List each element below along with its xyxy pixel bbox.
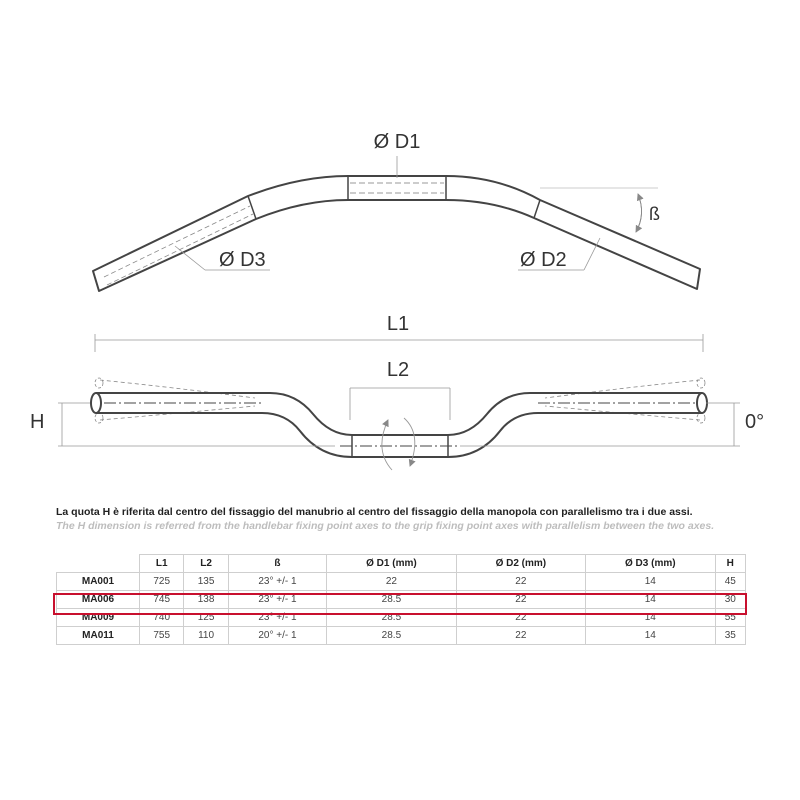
- table-row: [57, 609, 746, 627]
- zero-degree-label: 0°: [745, 411, 765, 433]
- table-row: [57, 573, 746, 591]
- table-cell: 22: [456, 627, 585, 645]
- table-header-corner: [57, 555, 140, 573]
- table-cell: 725: [140, 573, 184, 591]
- table-cell: 23° +/- 1: [228, 591, 326, 609]
- table-cell: 14: [586, 627, 715, 645]
- d1-label: Ø D1: [373, 131, 421, 153]
- table-cell: 45: [715, 573, 746, 591]
- table-cell: 14: [586, 609, 715, 627]
- table-cell: 740: [140, 609, 184, 627]
- d3-label: Ø D3: [219, 249, 266, 271]
- note-italian: La quota H è riferita dal centro del fissaggio del manubrio al centro del fissaggio della manopola con parallelismo tra i due assi.: [56, 506, 693, 518]
- table-cell: 22: [456, 573, 585, 591]
- table-cell: 55: [715, 609, 746, 627]
- table-cell: 125: [184, 609, 228, 627]
- l1-label: L1: [386, 313, 410, 335]
- top-view: [93, 131, 700, 291]
- table-header-d2: Ø D2 (mm): [456, 555, 585, 573]
- table-cell: 755: [140, 627, 184, 645]
- table-cell: 14: [586, 591, 715, 609]
- table-row: [57, 627, 746, 645]
- table-header-row: [57, 555, 746, 573]
- table-cell: 22: [456, 591, 585, 609]
- table-cell: 20° +/- 1: [228, 627, 326, 645]
- table-row: [57, 591, 746, 609]
- table-cell: 23° +/- 1: [228, 573, 326, 591]
- table-cell: 35: [715, 627, 746, 645]
- table-cell: 110: [184, 627, 228, 645]
- table-cell: 28.5: [327, 627, 456, 645]
- table-cell: 28.5: [327, 591, 456, 609]
- beta-label: ß: [649, 204, 660, 224]
- table-header-d1: Ø D1 (mm): [327, 555, 456, 573]
- table-cell: 22: [327, 573, 456, 591]
- h-label: H: [30, 411, 45, 433]
- table-cell: 23° +/- 1: [228, 609, 326, 627]
- front-view: [30, 313, 764, 470]
- table-cell-code: MA011: [57, 627, 140, 645]
- table-header-l1: L1: [140, 555, 184, 573]
- table-cell: 138: [184, 591, 228, 609]
- table-cell-code: MA009: [57, 609, 140, 627]
- table-cell: 745: [140, 591, 184, 609]
- table-cell-code: MA001: [57, 573, 140, 591]
- table-header-l2: L2: [184, 555, 228, 573]
- table-cell: 28.5: [327, 609, 456, 627]
- d2-label: Ø D2: [520, 249, 567, 271]
- table-cell: 14: [586, 573, 715, 591]
- spec-table: [56, 554, 746, 645]
- table-header-h: H: [715, 555, 746, 573]
- table-cell: 135: [184, 573, 228, 591]
- table-header-beta: ß: [228, 555, 326, 573]
- table-cell-code: MA006: [57, 591, 140, 609]
- dimension-notes: [56, 506, 756, 533]
- table-cell: 22: [456, 609, 585, 627]
- table-cell: 30: [715, 591, 746, 609]
- note-english: The H dimension is referred from the handlebar fixing point axes to the grip fixing point axes with parallelism between the two axes.: [56, 520, 715, 532]
- table-header-d3: Ø D3 (mm): [586, 555, 715, 573]
- l2-label: L2: [386, 359, 410, 381]
